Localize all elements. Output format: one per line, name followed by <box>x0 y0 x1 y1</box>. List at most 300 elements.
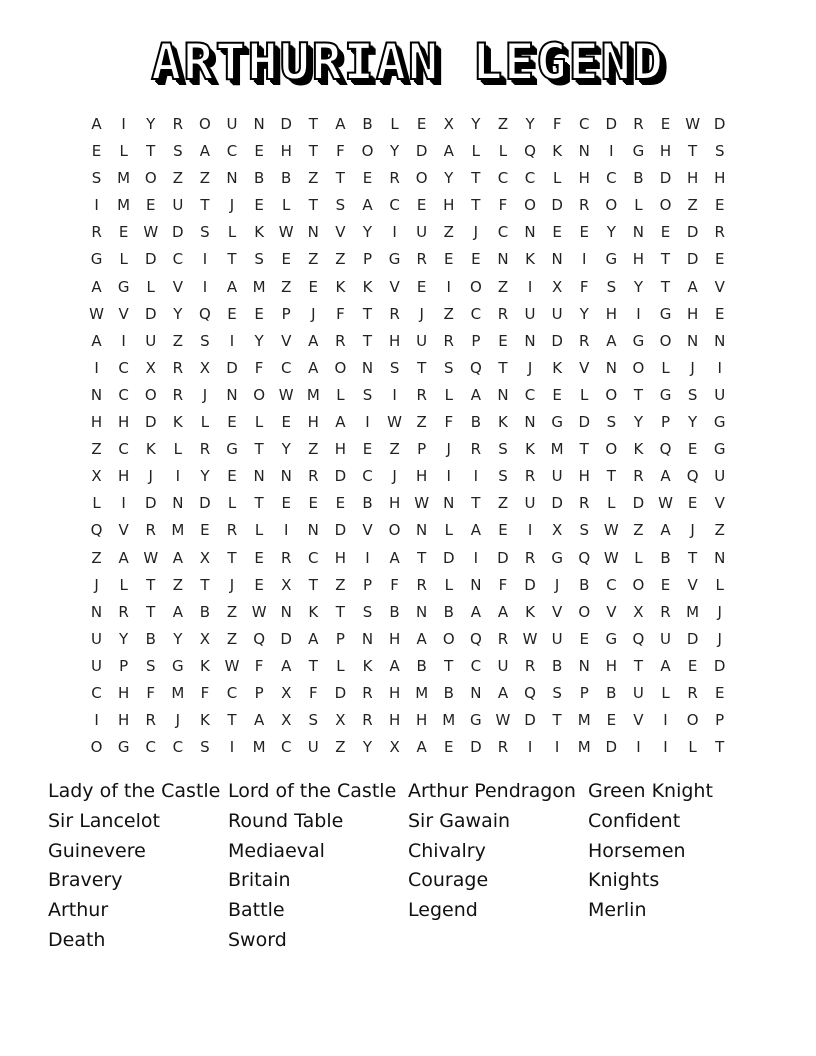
grid-letter[interactable]: J <box>690 521 695 540</box>
grid-letter[interactable]: Q <box>253 629 266 648</box>
grid-letter[interactable]: T <box>471 494 481 513</box>
grid-letter[interactable]: K <box>145 440 156 459</box>
grid-letter[interactable]: I <box>609 142 614 161</box>
grid-letter[interactable]: T <box>688 548 698 567</box>
grid-letter[interactable]: H <box>388 494 401 513</box>
grid-letter[interactable]: E <box>660 115 671 133</box>
grid-letter[interactable]: M <box>171 521 185 540</box>
grid-letter[interactable]: O <box>144 385 157 404</box>
grid-letter[interactable]: L <box>688 738 697 757</box>
grid-letter[interactable]: A <box>281 656 292 675</box>
grid-letter[interactable]: C <box>280 738 292 757</box>
grid-letter[interactable]: J <box>419 304 424 323</box>
grid-letter[interactable]: Q <box>469 629 482 648</box>
grid-letter[interactable]: R <box>524 548 536 567</box>
grid-letter[interactable]: E <box>687 494 698 513</box>
grid-letter[interactable]: A <box>199 142 211 161</box>
grid-letter[interactable]: V <box>606 602 617 621</box>
grid-letter[interactable]: R <box>497 304 509 323</box>
grid-letter[interactable]: W <box>414 494 430 513</box>
grid-letter[interactable]: O <box>144 169 157 188</box>
grid-letter[interactable]: Z <box>308 440 319 459</box>
grid-letter[interactable]: W <box>143 223 159 242</box>
grid-letter[interactable]: Z <box>443 304 454 323</box>
grid-letter[interactable]: T <box>660 250 671 269</box>
grid-letter[interactable]: M <box>252 277 266 296</box>
grid-letter[interactable]: A <box>308 331 319 350</box>
grid-letter[interactable]: T <box>227 711 237 730</box>
grid-letter[interactable]: G <box>659 304 672 323</box>
grid-letter[interactable]: R <box>199 440 211 459</box>
grid-letter[interactable]: B <box>389 602 400 621</box>
grid-letter[interactable]: O <box>686 711 699 730</box>
grid-letter[interactable]: A <box>470 602 481 621</box>
grid-letter[interactable]: I <box>527 738 533 757</box>
grid-letter[interactable]: F <box>308 683 318 702</box>
grid-letter[interactable]: Z <box>226 602 238 621</box>
grid-letter[interactable]: A <box>606 331 617 350</box>
grid-letter[interactable]: X <box>335 711 346 730</box>
grid-letter[interactable]: R <box>308 467 319 486</box>
grid-letter[interactable]: D <box>226 358 238 377</box>
grid-letter[interactable]: I <box>94 711 99 730</box>
grid-letter[interactable]: I <box>473 548 479 567</box>
grid-letter[interactable]: E <box>471 250 481 269</box>
grid-letter[interactable]: E <box>254 575 264 594</box>
grid-letter[interactable]: X <box>281 711 292 730</box>
grid-letter[interactable]: H <box>416 467 428 486</box>
grid-letter[interactable]: L <box>552 169 562 188</box>
grid-letter[interactable]: C <box>118 440 129 459</box>
grid-letter[interactable]: Q <box>659 440 672 459</box>
grid-letter[interactable]: M <box>171 683 185 702</box>
grid-letter[interactable]: C <box>145 738 156 757</box>
grid-letter[interactable]: H <box>416 711 428 730</box>
grid-letter[interactable]: U <box>524 494 536 513</box>
grid-letter[interactable]: M <box>577 711 591 730</box>
grid-letter[interactable]: R <box>226 521 238 540</box>
grid-letter[interactable]: L <box>498 142 508 161</box>
grid-letter[interactable]: B <box>281 169 292 188</box>
grid-letter[interactable]: R <box>416 575 427 594</box>
grid-letter[interactable]: H <box>388 711 401 730</box>
grid-letter[interactable]: O <box>469 277 482 296</box>
grid-letter[interactable]: E <box>254 196 264 215</box>
grid-letter[interactable]: N <box>524 413 536 432</box>
grid-letter[interactable]: L <box>254 413 264 432</box>
grid-letter[interactable]: G <box>632 142 645 161</box>
grid-letter[interactable]: G <box>605 629 618 648</box>
grid-letter[interactable]: I <box>283 521 289 540</box>
grid-letter[interactable]: E <box>579 223 589 242</box>
grid-letter[interactable]: M <box>252 738 266 757</box>
grid-letter[interactable]: G <box>117 277 130 296</box>
grid-letter[interactable]: W <box>251 602 267 621</box>
grid-letter[interactable]: J <box>148 467 153 486</box>
grid-letter[interactable]: R <box>172 385 184 404</box>
grid-letter[interactable]: Y <box>173 629 183 648</box>
grid-letter[interactable]: E <box>498 521 508 540</box>
grid-letter[interactable]: Y <box>606 223 616 242</box>
grid-letter[interactable]: R <box>389 304 400 323</box>
grid-letter[interactable]: F <box>254 656 264 675</box>
grid-letter[interactable]: N <box>686 331 699 350</box>
grid-letter[interactable]: F <box>390 575 399 594</box>
grid-letter[interactable]: D <box>551 331 563 350</box>
grid-letter[interactable]: L <box>715 575 724 594</box>
grid-letter[interactable]: T <box>146 575 156 594</box>
grid-letter[interactable]: E <box>552 385 562 404</box>
grid-letter[interactable]: H <box>118 413 130 432</box>
grid-letter[interactable]: T <box>227 548 237 567</box>
grid-letter[interactable]: Y <box>173 304 183 323</box>
grid-letter[interactable]: I <box>94 358 99 377</box>
grid-letter[interactable]: E <box>416 277 427 296</box>
grid-letter[interactable]: S <box>606 413 617 432</box>
grid-letter[interactable]: D <box>415 142 428 161</box>
grid-letter[interactable]: P <box>417 440 427 459</box>
grid-letter[interactable]: G <box>90 250 103 269</box>
grid-letter[interactable]: V <box>281 331 292 350</box>
grid-letter[interactable]: P <box>281 304 291 323</box>
grid-letter[interactable]: D <box>551 494 563 513</box>
grid-letter[interactable]: F <box>498 196 508 215</box>
grid-letter[interactable]: L <box>173 440 182 459</box>
grid-letter[interactable]: D <box>334 521 347 540</box>
grid-letter[interactable]: C <box>497 169 509 188</box>
grid-letter[interactable]: V <box>118 304 129 323</box>
grid-letter[interactable]: X <box>281 575 292 594</box>
grid-letter[interactable]: Z <box>335 575 346 594</box>
grid-letter[interactable]: E <box>362 440 373 459</box>
grid-letter[interactable]: N <box>307 223 319 242</box>
grid-letter[interactable]: E <box>335 494 346 513</box>
grid-letter[interactable]: R <box>579 196 590 215</box>
grid-letter[interactable]: H <box>632 250 645 269</box>
grid-letter[interactable]: X <box>443 115 454 133</box>
grid-letter[interactable]: Z <box>497 277 509 296</box>
grid-letter[interactable]: M <box>550 440 564 459</box>
grid-letter[interactable]: V <box>118 521 129 540</box>
grid-letter[interactable]: E <box>254 304 264 323</box>
grid-letter[interactable]: K <box>362 277 373 296</box>
grid-letter[interactable]: K <box>200 711 210 730</box>
grid-letter[interactable]: S <box>444 358 454 377</box>
grid-letter[interactable]: D <box>713 115 726 133</box>
grid-letter[interactable]: M <box>686 602 700 621</box>
grid-letter[interactable]: R <box>660 602 671 621</box>
grid-letter[interactable]: O <box>90 738 103 757</box>
grid-letter[interactable]: Y <box>471 115 481 133</box>
grid-letter[interactable]: R <box>389 169 400 188</box>
grid-letter[interactable]: D <box>144 494 157 513</box>
grid-letter[interactable]: T <box>688 142 698 161</box>
grid-letter[interactable]: A <box>497 602 509 621</box>
grid-letter[interactable]: A <box>416 738 427 757</box>
grid-letter[interactable]: F <box>498 575 508 594</box>
grid-letter[interactable]: T <box>417 358 427 377</box>
grid-letter[interactable]: F <box>444 413 454 432</box>
grid-letter[interactable]: J <box>229 196 235 215</box>
grid-letter[interactable]: R <box>687 683 698 702</box>
grid-letter[interactable]: E <box>227 413 237 432</box>
grid-letter[interactable]: S <box>552 683 562 702</box>
grid-letter[interactable]: C <box>172 738 184 757</box>
grid-letter[interactable]: B <box>606 683 617 702</box>
grid-letter[interactable]: E <box>687 656 698 675</box>
grid-letter[interactable]: N <box>551 250 563 269</box>
grid-letter[interactable]: R <box>280 548 292 567</box>
grid-letter[interactable]: J <box>717 602 722 621</box>
grid-letter[interactable]: N <box>253 467 265 486</box>
grid-letter[interactable]: I <box>663 738 668 757</box>
grid-letter[interactable]: E <box>254 548 264 567</box>
grid-letter[interactable]: I <box>365 548 370 567</box>
grid-letter[interactable]: B <box>145 629 156 648</box>
grid-letter[interactable]: U <box>226 115 238 133</box>
grid-letter[interactable]: U <box>551 304 563 323</box>
grid-letter[interactable]: R <box>416 385 427 404</box>
grid-letter[interactable]: U <box>91 629 103 648</box>
grid-letter[interactable]: I <box>392 223 397 242</box>
grid-letter[interactable]: T <box>335 602 345 621</box>
grid-letter[interactable]: U <box>416 331 428 350</box>
grid-letter[interactable]: H <box>118 711 130 730</box>
grid-letter[interactable]: U <box>551 467 563 486</box>
grid-letter[interactable]: Z <box>687 196 698 215</box>
grid-letter[interactable]: B <box>579 575 590 594</box>
grid-letter[interactable]: L <box>119 142 128 161</box>
grid-letter[interactable]: T <box>146 602 156 621</box>
grid-letter[interactable]: D <box>280 115 292 133</box>
grid-letter[interactable]: A <box>470 521 481 540</box>
grid-letter[interactable]: A <box>172 548 183 567</box>
grid-letter[interactable]: F <box>579 277 589 296</box>
grid-letter[interactable]: F <box>254 358 264 377</box>
grid-letter[interactable]: A <box>335 115 346 133</box>
grid-letter[interactable]: H <box>605 656 617 675</box>
grid-letter[interactable]: E <box>606 711 617 730</box>
grid-letter[interactable]: H <box>605 304 617 323</box>
grid-letter[interactable]: R <box>335 331 346 350</box>
grid-letter[interactable]: L <box>471 142 481 161</box>
grid-letter[interactable]: T <box>254 440 264 459</box>
grid-letter[interactable]: Y <box>444 169 454 188</box>
grid-letter[interactable]: I <box>446 467 451 486</box>
grid-letter[interactable]: L <box>227 494 237 513</box>
grid-letter[interactable]: E <box>687 440 698 459</box>
grid-letter[interactable]: V <box>552 602 563 621</box>
grid-letter[interactable]: S <box>308 711 319 730</box>
grid-letter[interactable]: T <box>552 711 562 730</box>
grid-letter[interactable]: Z <box>633 521 644 540</box>
grid-letter[interactable]: Y <box>389 142 400 161</box>
grid-letter[interactable]: N <box>361 358 374 377</box>
grid-letter[interactable]: U <box>524 304 536 323</box>
grid-letter[interactable]: K <box>172 413 183 432</box>
grid-letter[interactable]: T <box>362 304 373 323</box>
grid-letter[interactable]: G <box>388 250 401 269</box>
grid-letter[interactable]: B <box>443 683 454 702</box>
grid-letter[interactable]: P <box>579 683 589 702</box>
grid-letter[interactable]: I <box>527 521 533 540</box>
grid-letter[interactable]: R <box>416 250 427 269</box>
grid-letter[interactable]: P <box>362 250 372 269</box>
grid-letter[interactable]: T <box>417 548 427 567</box>
grid-letter[interactable]: Y <box>362 223 373 242</box>
grid-letter[interactable]: E <box>308 494 319 513</box>
grid-letter[interactable]: K <box>308 602 319 621</box>
grid-letter[interactable]: Y <box>525 115 535 133</box>
grid-letter[interactable]: T <box>146 142 156 161</box>
grid-letter[interactable]: G <box>605 250 618 269</box>
grid-letter[interactable]: H <box>90 413 103 432</box>
grid-letter[interactable]: W <box>278 385 294 404</box>
grid-letter[interactable]: R <box>470 440 482 459</box>
grid-letter[interactable]: H <box>388 331 401 350</box>
grid-letter[interactable]: S <box>145 656 156 675</box>
grid-letter[interactable]: P <box>119 656 129 675</box>
grid-letter[interactable]: D <box>632 494 645 513</box>
grid-letter[interactable]: T <box>254 494 264 513</box>
grid-letter[interactable]: I <box>202 250 208 269</box>
grid-letter[interactable]: T <box>200 575 210 594</box>
grid-letter[interactable]: C <box>362 467 373 486</box>
grid-letter[interactable]: C <box>470 304 482 323</box>
grid-letter[interactable]: L <box>92 494 101 513</box>
grid-letter[interactable]: P <box>362 575 372 594</box>
grid-letter[interactable]: E <box>714 250 725 269</box>
grid-letter[interactable]: V <box>389 277 400 296</box>
grid-letter[interactable]: F <box>336 304 345 323</box>
grid-letter[interactable]: D <box>713 656 726 675</box>
grid-letter[interactable]: O <box>605 440 618 459</box>
grid-letter[interactable]: U <box>714 467 726 486</box>
grid-letter[interactable]: Y <box>362 738 373 757</box>
grid-letter[interactable]: J <box>202 385 208 404</box>
grid-letter[interactable]: X <box>389 738 400 757</box>
grid-letter[interactable]: I <box>121 494 126 513</box>
grid-letter[interactable]: W <box>495 711 511 730</box>
grid-letter[interactable]: A <box>497 683 509 702</box>
grid-letter[interactable]: E <box>579 629 589 648</box>
grid-letter[interactable]: U <box>551 629 563 648</box>
grid-letter[interactable]: S <box>173 142 183 161</box>
grid-letter[interactable]: J <box>311 304 316 323</box>
grid-letter[interactable]: E <box>281 494 291 513</box>
grid-letter[interactable]: K <box>633 440 644 459</box>
grid-letter[interactable]: Q <box>90 521 103 540</box>
grid-letter[interactable]: K <box>200 656 210 675</box>
grid-letter[interactable]: R <box>172 358 184 377</box>
grid-letter[interactable]: V <box>633 711 644 730</box>
grid-letter[interactable]: L <box>444 385 453 404</box>
grid-letter[interactable]: T <box>308 142 318 161</box>
grid-letter[interactable]: O <box>388 521 401 540</box>
grid-letter[interactable]: T <box>308 656 318 675</box>
grid-letter[interactable]: S <box>606 277 617 296</box>
grid-letter[interactable]: C <box>172 250 184 269</box>
grid-letter[interactable]: F <box>552 115 562 133</box>
grid-letter[interactable]: I <box>229 331 235 350</box>
grid-letter[interactable]: G <box>172 656 184 675</box>
grid-letter[interactable]: M <box>415 683 429 702</box>
grid-letter[interactable]: R <box>362 711 373 730</box>
grid-letter[interactable]: N <box>578 142 590 161</box>
grid-letter[interactable]: W <box>224 656 240 675</box>
grid-letter[interactable]: R <box>714 223 725 242</box>
grid-letter[interactable]: J <box>473 223 479 242</box>
grid-letter[interactable]: N <box>226 169 238 188</box>
grid-letter[interactable]: K <box>254 223 265 242</box>
grid-letter[interactable]: O <box>334 358 347 377</box>
grid-letter[interactable]: P <box>254 683 264 702</box>
grid-letter[interactable]: C <box>118 385 129 404</box>
grid-letter[interactable]: U <box>145 331 157 350</box>
grid-letter[interactable]: Z <box>281 277 292 296</box>
grid-letter[interactable]: Z <box>714 521 725 540</box>
grid-letter[interactable]: O <box>659 331 672 350</box>
grid-letter[interactable]: B <box>416 656 427 675</box>
grid-letter[interactable]: I <box>527 277 533 296</box>
grid-letter[interactable]: H <box>714 169 726 188</box>
grid-letter[interactable]: T <box>660 277 671 296</box>
grid-letter[interactable]: D <box>470 738 482 757</box>
grid-letter[interactable]: G <box>713 440 726 459</box>
grid-letter[interactable]: L <box>444 521 453 540</box>
grid-letter[interactable]: Y <box>633 277 643 296</box>
grid-letter[interactable]: F <box>336 142 345 161</box>
grid-letter[interactable]: N <box>90 602 103 621</box>
grid-letter[interactable]: X <box>633 602 644 621</box>
grid-letter[interactable]: O <box>442 629 455 648</box>
grid-letter[interactable]: G <box>117 738 130 757</box>
grid-letter[interactable]: S <box>335 196 346 215</box>
grid-letter[interactable]: K <box>362 656 373 675</box>
grid-letter[interactable]: B <box>551 656 563 675</box>
grid-letter[interactable]: Z <box>172 169 183 188</box>
grid-letter[interactable]: A <box>660 656 671 675</box>
grid-letter[interactable]: N <box>172 494 184 513</box>
grid-letter[interactable]: S <box>200 331 210 350</box>
grid-letter[interactable]: Z <box>335 250 346 269</box>
grid-letter[interactable]: R <box>145 711 156 730</box>
grid-letter[interactable]: N <box>632 223 645 242</box>
grid-letter[interactable]: O <box>578 602 591 621</box>
grid-letter[interactable]: H <box>578 169 590 188</box>
grid-letter[interactable]: E <box>118 223 129 242</box>
grid-letter[interactable]: A <box>660 467 671 486</box>
grid-letter[interactable]: Y <box>281 440 291 459</box>
grid-letter[interactable]: B <box>253 169 265 188</box>
grid-letter[interactable]: J <box>717 629 722 648</box>
grid-letter[interactable]: W <box>603 521 619 540</box>
grid-letter[interactable]: S <box>579 521 589 540</box>
grid-letter[interactable]: E <box>660 223 671 242</box>
grid-letter[interactable]: G <box>659 385 672 404</box>
grid-letter[interactable]: I <box>175 467 181 486</box>
grid-letter[interactable]: O <box>415 169 428 188</box>
grid-letter[interactable]: N <box>226 385 238 404</box>
grid-letter[interactable]: T <box>335 169 345 188</box>
grid-letter[interactable]: Q <box>632 629 645 648</box>
grid-letter[interactable]: R <box>172 115 184 133</box>
grid-letter[interactable]: V <box>714 277 725 296</box>
grid-letter[interactable]: O <box>605 196 618 215</box>
grid-letter[interactable]: K <box>498 413 508 432</box>
grid-letter[interactable]: I <box>636 738 641 757</box>
grid-letter[interactable]: A <box>389 656 400 675</box>
